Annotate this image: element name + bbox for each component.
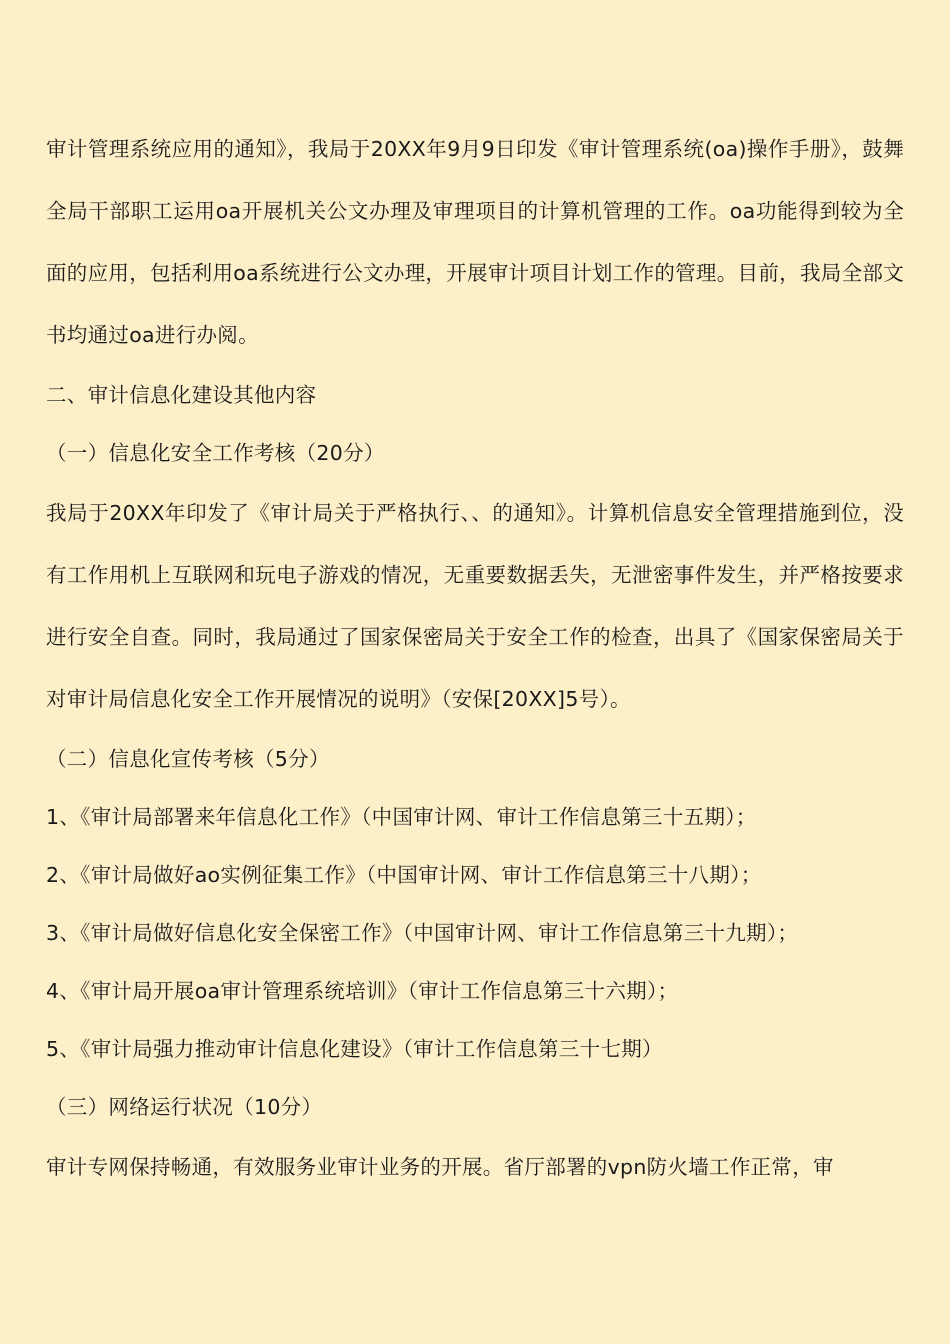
list-item: 5、《审计局强力推动审计信息化建设》（审计工作信息第三十七期） (46, 1037, 663, 1061)
list-item: 4、《审计局开展oa审计管理系统培训》（审计工作信息第三十六期）； (46, 979, 679, 1003)
sub3-body: 审计专网保持畅通，有效服务业审计业务的开展。省厅部署的vpn防火墙工作正常，审 (46, 1155, 834, 1179)
sub1-body: 我局于20XX年印发了《审计局关于严格执行、、的通知》。计算机信息安全管理措施到位，没有工作用机上互联网和玩电子游戏的情况，无重要数据丢失，无泄密事件发生，并严格按要求进行安全自查。同时，我局通过了国家保密局关于安全工作的检查，出具了《国家保密局关于对审计局信息化安全工作开展情况的说明》（安保[20XX]5号）。 (46, 501, 904, 711)
list-item: 2、《审计局做好ao实例征集工作》（中国审计网、审计工作信息第三十八期）； (46, 863, 762, 887)
sub3-heading: （三）网络运行状况（10分） (46, 1095, 323, 1119)
list-item: 3、《审计局做好信息化安全保密工作》（中国审计网、审计工作信息第三十九期）； (46, 921, 799, 945)
sub1-heading: （一）信息化安全工作考核（20分） (46, 441, 385, 465)
list-item: 1、《审计局部署来年信息化工作》（中国审计网、审计工作信息第三十五期）； (46, 805, 757, 829)
intro-paragraph: 审计管理系统应用的通知》，我局于20XX年9月9日印发《审计管理系统(oa)操作手册》，鼓舞全局干部职工运用oa开展机关公文办理及审理项目的计算机管理的工作。oa功能得到较为全面的应用，包括利用oa系统进行公文办理，开展审计项目计划工作的管理。目前，我局全部文书均通过oa进行办阅。 (46, 137, 904, 347)
sub2-heading: （二）信息化宣传考核（5分） (46, 747, 330, 771)
section2-heading: 二、审计信息化建设其他内容 (46, 383, 317, 407)
